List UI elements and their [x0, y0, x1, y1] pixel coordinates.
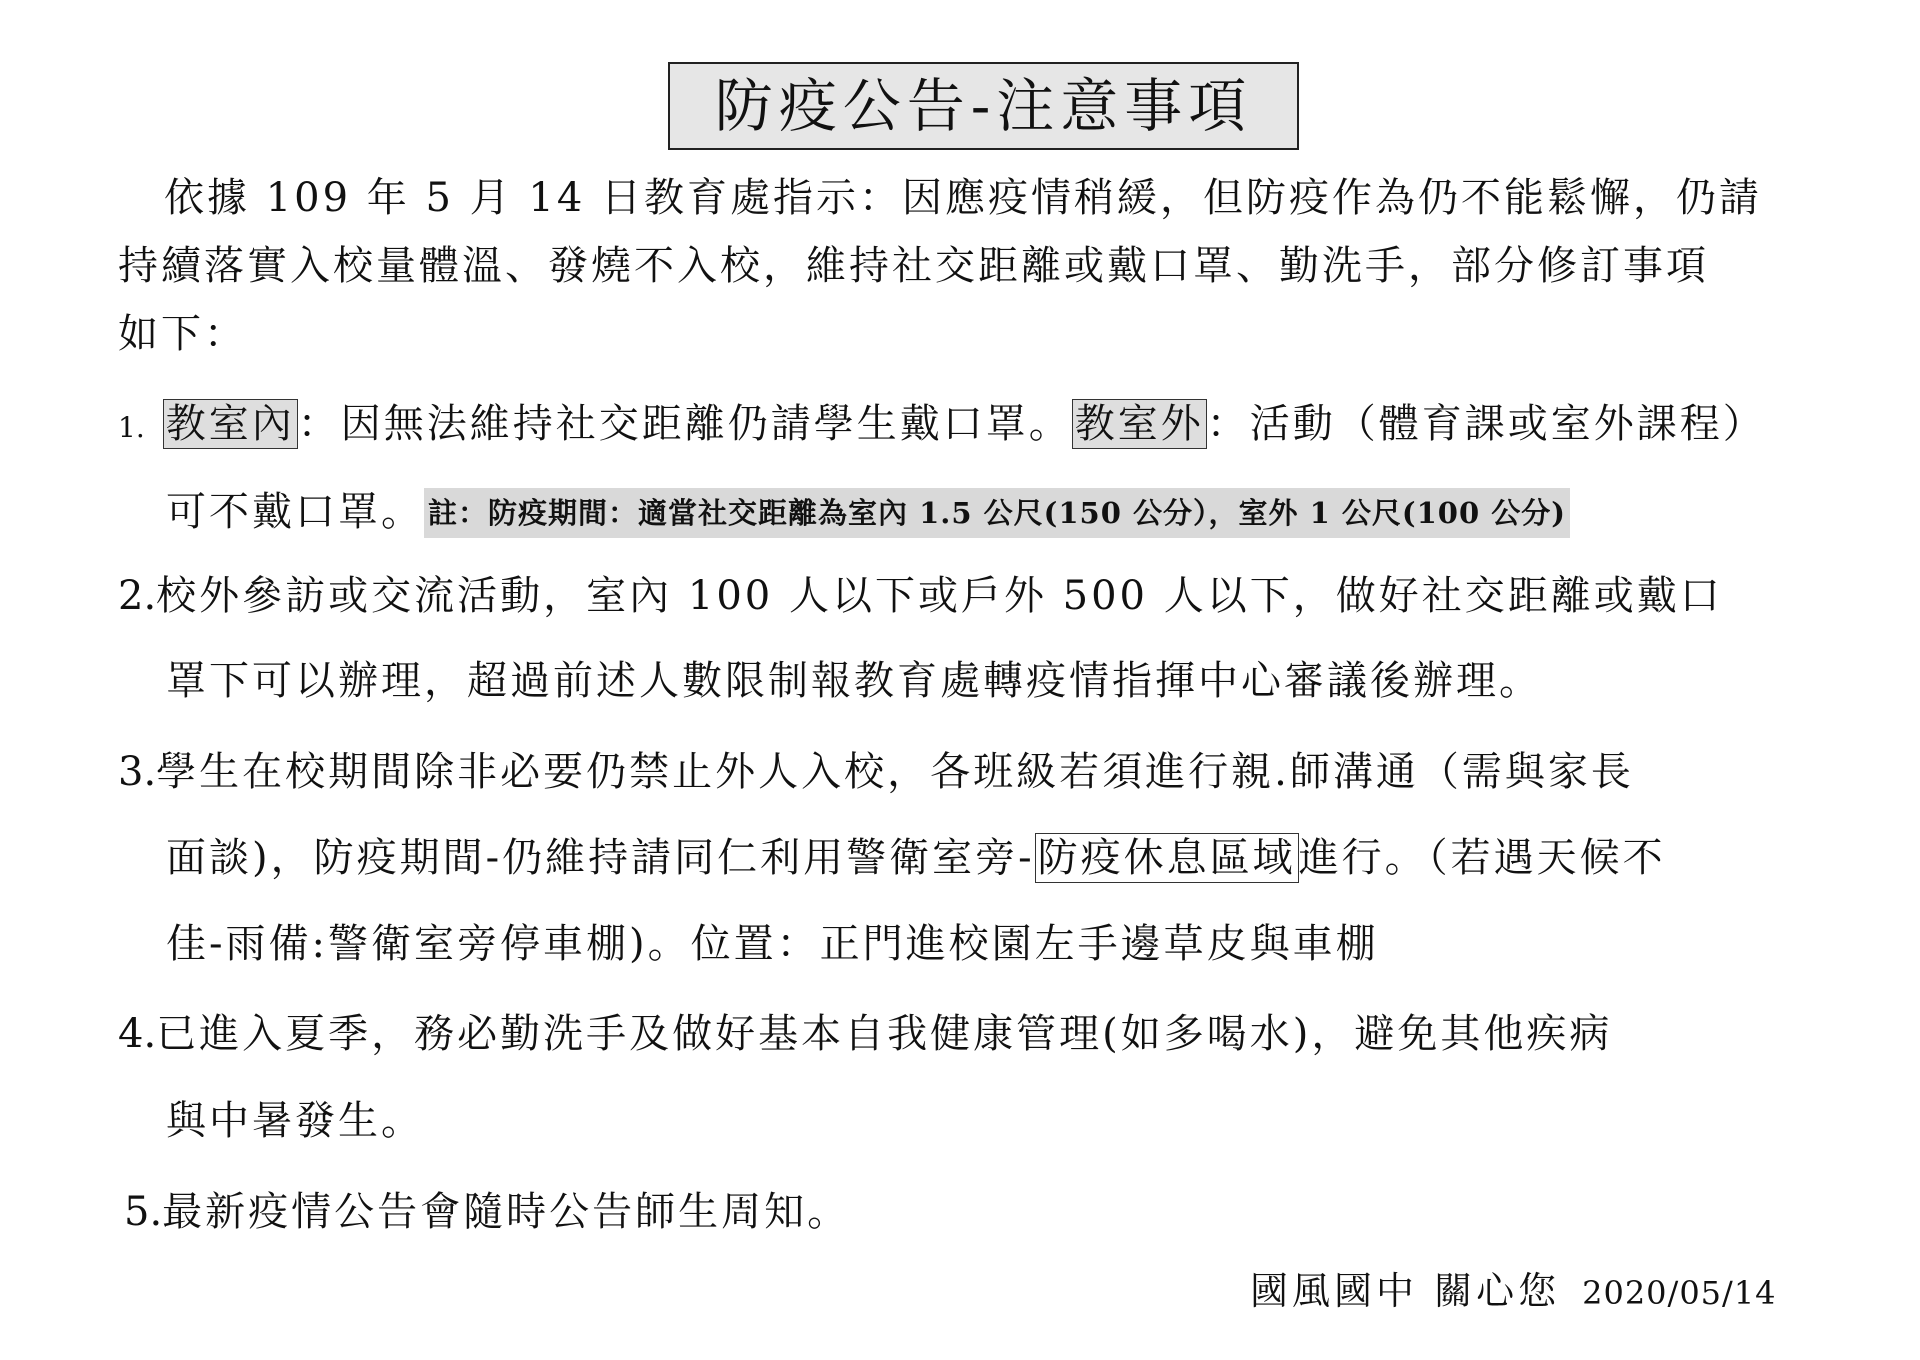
- item-1-line-2-text: 可不戴口罩。: [166, 489, 424, 535]
- item-1-number: 1.: [118, 411, 145, 444]
- school-signature: 國風國中 關心您: [1250, 1269, 1561, 1313]
- item-1-line-1: [118, 398, 1766, 454]
- outdoor-label: 教室外: [1072, 399, 1207, 449]
- item-5-line-1-text: 最新疫情公告會隨時公告師生周知。: [162, 1189, 851, 1235]
- item-3-line-2-pre: 面談)，防疫期間-仍維持請同仁利用警衛室旁-: [166, 835, 1035, 881]
- rest-area-label: 防疫休息區域: [1035, 833, 1299, 883]
- item-4-line-2: 與中暑發生。: [166, 1098, 424, 1144]
- outdoor-text: ：活動（體育課或室外課程）: [1206, 401, 1766, 447]
- item-2-line-2: 罩下可以辦理，超過前述人數限制報教育處轉疫情指揮中心審議後辦理。: [166, 658, 1542, 704]
- item-3-line-3: 佳-雨備:警衛室旁停車棚)。位置：正門進校園左手邊草皮與車棚: [166, 921, 1379, 967]
- item-3-line-1-text: 學生在校期間除非必要仍禁止外人入校，各班級若須進行親.師溝通（需與家長: [156, 749, 1634, 795]
- item-2-line-1-text: 校外參訪或交流活動，室內 100 人以下或戶外 500 人以下，做好社交距離或戴口: [156, 573, 1723, 619]
- item-3-number: 3.: [118, 749, 157, 795]
- intro-line-2: 持續落實入校量體溫、發燒不入校，維持社交距離或戴口罩、勤洗手，部分修訂事項: [118, 243, 1709, 289]
- item-3-line-2: [166, 832, 1666, 884]
- item-2-line-1: [118, 570, 1723, 622]
- item-3-line-2-post: 進行。（若遇天候不: [1298, 835, 1666, 881]
- item-2-number: 2.: [118, 573, 157, 619]
- item-1-line-2: [166, 486, 1570, 538]
- intro-line-3: 如下：: [118, 311, 247, 357]
- item-5-number: 5.: [124, 1189, 163, 1235]
- notice-date: 2020/05/14: [1582, 1274, 1777, 1312]
- document-title: 防疫公告-注意事項: [668, 62, 1299, 150]
- indoor-label: 教室內: [163, 399, 298, 449]
- intro-line-1: 依據 109 年 5 月 14 日教育處指示：因應疫情稍緩，但防疫作為仍不能鬆懈，仍請: [164, 175, 1762, 221]
- distance-note: 註：防疫期間：適當社交距離為室內 1.5 公尺(150 公分），室外 1 公尺(100 公分): [424, 488, 1570, 538]
- item-4-line-1: [118, 1008, 1612, 1060]
- item-4-number: 4.: [118, 1011, 157, 1057]
- indoor-text: ：因無法維持社交距離仍請學生戴口罩。: [297, 401, 1072, 447]
- footer-signature-line: [1250, 1265, 1777, 1319]
- item-5-line-1: [124, 1186, 850, 1238]
- item-4-line-1-text: 已進入夏季，務必勤洗手及做好基本自我健康管理(如多喝水)，避免其他疾病: [156, 1011, 1613, 1057]
- item-3-line-1: [118, 746, 1634, 798]
